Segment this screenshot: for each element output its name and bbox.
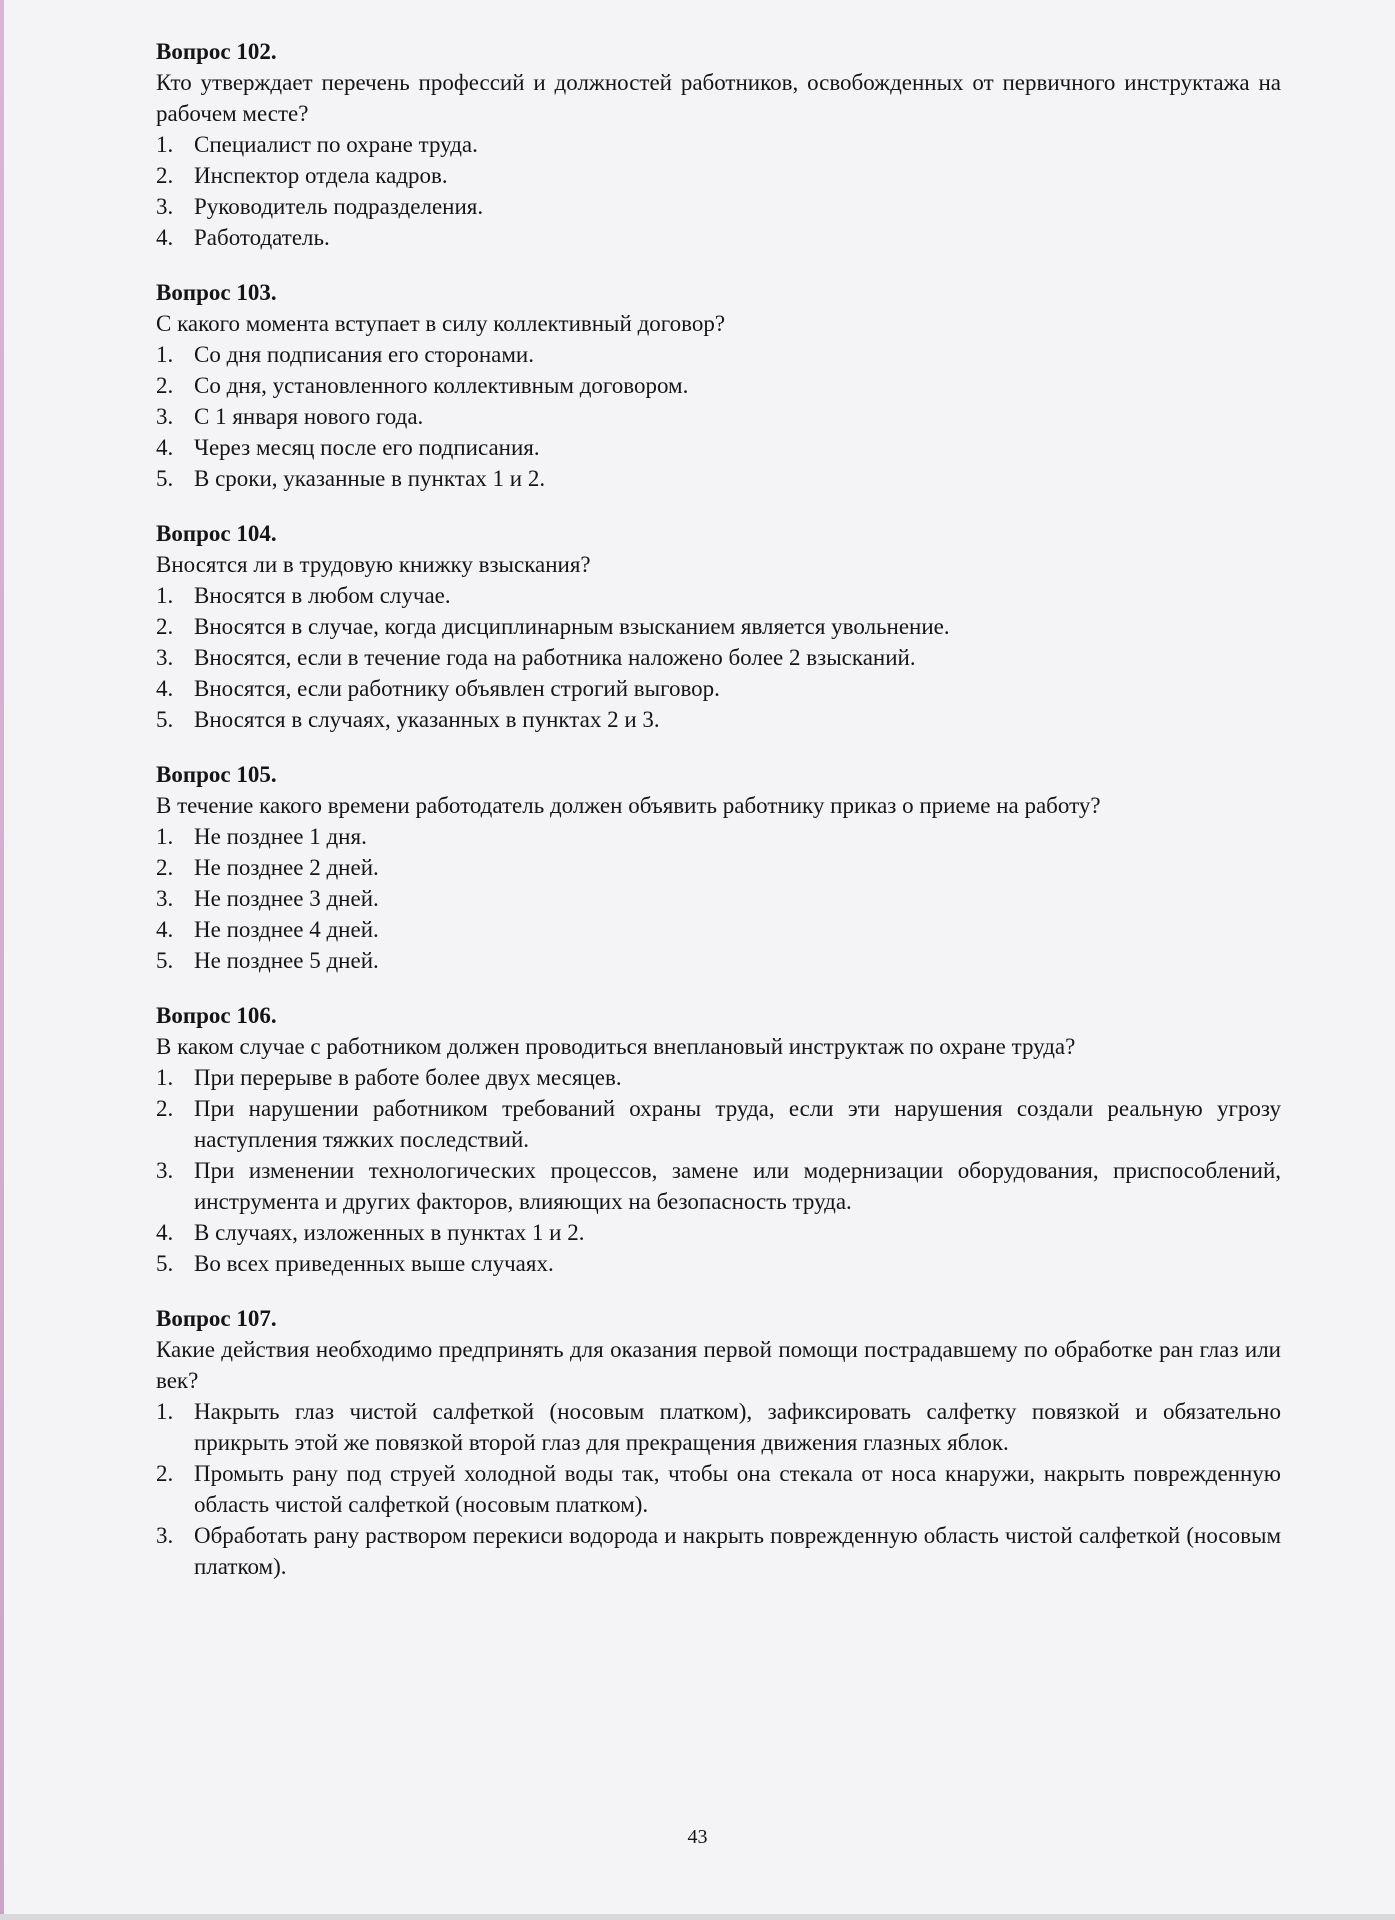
answer-number: 2. [156,855,174,880]
answer-text: Вносятся в случаях, указанных в пунктах 2 и 3. [194,707,660,732]
answer-text: Руководитель подразделения. [194,194,484,219]
question-title: Вопрос 107. [156,1306,277,1331]
answer-option [156,1458,1281,1520]
page-number: 43 [687,1826,708,1848]
answer-option [156,580,1281,611]
answer-option [156,883,1281,914]
answer-number: 2. [156,614,174,639]
answer-number: 1. [156,132,174,157]
answer-text: Не позднее 2 дней. [194,855,379,880]
question-title: Вопрос 106. [156,1003,277,1028]
question-block [156,759,1281,976]
answer-option [156,222,1281,253]
answer-option [156,1520,1281,1582]
question-text: Вносятся ли в трудовую книжку взыскания? [156,552,591,577]
answer-number: 3. [156,645,174,670]
answer-text: При нарушении работником требований охраны труда, если эти нарушения создали реальную угрозу наступления тяжких последствий. [194,1096,1281,1152]
answer-option [156,191,1281,222]
answer-text: Не позднее 3 дней. [194,886,379,911]
answer-option [156,642,1281,673]
answer-option [156,1217,1281,1248]
document-page [156,36,1281,1606]
answer-option [156,370,1281,401]
answer-number: 1. [156,1065,174,1090]
answer-text: Накрыть глаз чистой салфеткой (носовым платком), зафиксировать салфетку повязкой и обязательно прикрыть этой же повязкой второй глаз для прекращения движения глазных яблок. [194,1399,1281,1455]
answer-option [156,704,1281,735]
question-block [156,1000,1281,1279]
answer-option [156,1155,1281,1217]
answer-text: Вносятся в случае, когда дисциплинарным взысканием является увольнение. [194,614,950,639]
answer-option [156,611,1281,642]
question-text: С какого момента вступает в силу коллективный договор? [156,311,726,336]
answer-number: 2. [156,1096,174,1121]
answer-text: В случаях, изложенных в пунктах 1 и 2. [194,1220,585,1245]
answer-number: 4. [156,917,174,942]
question-list [156,36,1281,1582]
answer-number: 1. [156,583,174,608]
answer-list [156,129,1281,253]
answer-text: Через месяц после его подписания. [194,435,540,460]
answer-text: При изменении технологических процессов, замене или модернизации оборудования, приспособлений, инструмента и других факторов, влияющих на безопасность труда. [194,1158,1281,1214]
question-title: Вопрос 105. [156,762,277,787]
question-title: Вопрос 104. [156,521,277,546]
answer-option [156,852,1281,883]
answer-option [156,339,1281,370]
answer-option [156,821,1281,852]
question-title: Вопрос 103. [156,280,277,305]
answer-option [156,914,1281,945]
scan-bottom-edge [0,1914,1395,1920]
answer-option [156,129,1281,160]
answer-option [156,1062,1281,1093]
answer-text: Во всех приведенных выше случаях. [194,1251,554,1276]
answer-number: 3. [156,1158,174,1183]
page-edge-shadow [0,0,4,1920]
answer-option [156,401,1281,432]
question-block [156,277,1281,494]
answer-text: Не позднее 5 дней. [194,948,379,973]
question-text: В течение какого времени работодатель должен объявить работнику приказ о приеме на работу? [156,793,1101,818]
answer-list [156,580,1281,735]
answer-option [156,463,1281,494]
question-block [156,36,1281,253]
answer-number: 3. [156,1523,174,1548]
answer-option [156,1248,1281,1279]
answer-number: 3. [156,404,174,429]
answer-number: 5. [156,707,174,732]
answer-list [156,1396,1281,1582]
answer-text: Специалист по охране труда. [194,132,478,157]
answer-list [156,1062,1281,1279]
answer-option [156,1396,1281,1458]
answer-text: Не позднее 4 дней. [194,917,379,942]
answer-number: 1. [156,1399,174,1424]
answer-number: 4. [156,225,174,250]
question-text: Какие действия необходимо предпринять для оказания первой помощи пострадавшему по обработке ран глаз или век? [156,1337,1281,1393]
question-block [156,518,1281,735]
answer-number: 4. [156,435,174,460]
question-text: В каком случае с работником должен проводиться внеплановый инструктаж по охране труда? [156,1034,1076,1059]
answer-option [156,945,1281,976]
answer-option [156,432,1281,463]
answer-number: 5. [156,948,174,973]
question-title: Вопрос 102. [156,39,277,64]
answer-text: Работодатель. [194,225,330,250]
answer-number: 3. [156,886,174,911]
answer-text: Вносятся, если в течение года на работника наложено более 2 взысканий. [194,645,916,670]
answer-option [156,673,1281,704]
answer-text: Обработать рану раствором перекиси водорода и накрыть поврежденную область чистой салфеткой (носовым платком). [194,1523,1281,1579]
answer-number: 2. [156,373,174,398]
answer-text: Промыть рану под струей холодной воды так, чтобы она стекала от носа кнаружи, накрыть поврежденную область чистой салфеткой (носовым платком). [194,1461,1281,1517]
answer-text: С 1 января нового года. [194,404,424,429]
answer-text: Вносятся в любом случае. [194,583,451,608]
answer-number: 5. [156,466,174,491]
answer-number: 2. [156,163,174,188]
answer-text: В сроки, указанные в пунктах 1 и 2. [194,466,546,491]
answer-number: 4. [156,676,174,701]
answer-text: При перерыве в работе более двух месяцев. [194,1065,622,1090]
answer-option [156,160,1281,191]
answer-number: 1. [156,342,174,367]
answer-number: 5. [156,1251,174,1276]
answer-text: Со дня, установленного коллективным договором. [194,373,689,398]
answer-number: 4. [156,1220,174,1245]
answer-list [156,821,1281,976]
answer-text: Не позднее 1 дня. [194,824,367,849]
answer-text: Вносятся, если работнику объявлен строгий выговор. [194,676,720,701]
answer-text: Инспектор отдела кадров. [194,163,448,188]
answer-option [156,1093,1281,1155]
question-text: Кто утверждает перечень профессий и должностей работников, освобожденных от первичного инструктажа на рабочем месте? [156,70,1281,126]
answer-text: Со дня подписания его сторонами. [194,342,534,367]
answer-number: 2. [156,1461,174,1486]
answer-number: 3. [156,194,174,219]
answer-list [156,339,1281,494]
answer-number: 1. [156,824,174,849]
question-block [156,1303,1281,1582]
